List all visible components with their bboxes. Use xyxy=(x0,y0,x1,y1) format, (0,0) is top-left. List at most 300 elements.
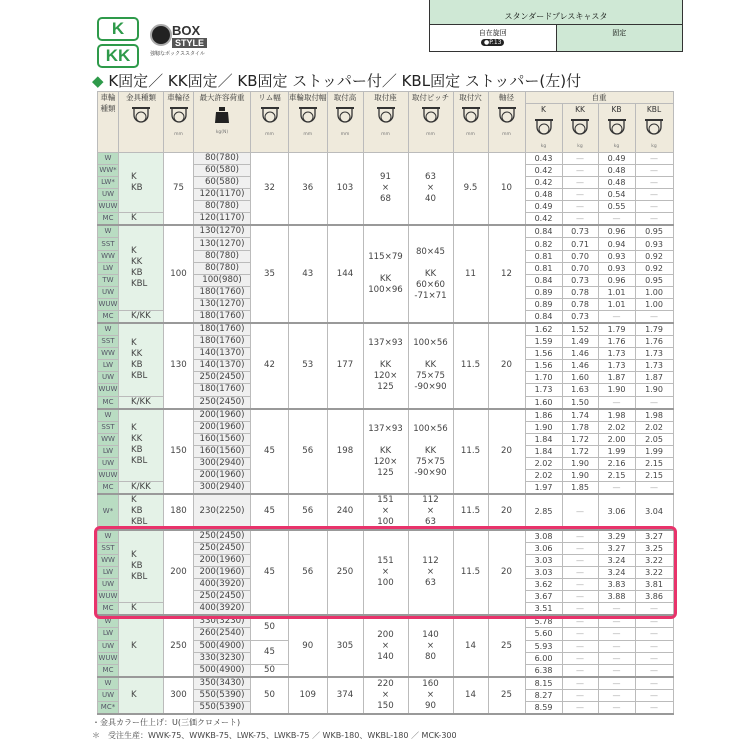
weight-kb-cell: 1.99 xyxy=(598,445,635,457)
caster-diagram-icon xyxy=(489,106,525,129)
wheel-type-cell: MC* xyxy=(98,701,119,714)
max-load-cell: 80(780) xyxy=(194,250,251,262)
column-header-label: 金具種類 xyxy=(126,93,156,102)
weight-kk-cell: 1.63 xyxy=(562,384,598,396)
max-load-cell: 130(1270) xyxy=(194,225,251,238)
weight-kb-cell: — xyxy=(598,311,635,324)
max-load-cell: 400(3920) xyxy=(194,579,251,591)
max-load-cell: 160(1560) xyxy=(194,433,251,445)
max-load-cell: 200(1960) xyxy=(194,567,251,579)
max-load-cell: 160(1560) xyxy=(194,445,251,457)
weight-kbl-cell: 1.90 xyxy=(635,384,673,396)
weight-k-cell: 0.84 xyxy=(525,274,562,286)
weight-kbl-cell: — xyxy=(635,201,673,213)
weight-kb-cell: — xyxy=(598,640,635,652)
unit-label: mm xyxy=(466,132,475,137)
max-load-cell: 250(2450) xyxy=(194,542,251,554)
wheel-type-cell: UW xyxy=(98,457,119,469)
wheel-diameter-cell: 100 xyxy=(164,225,194,323)
weight-kk-cell: — xyxy=(562,542,598,554)
type-box-title: スタンダードプレスキャスタ xyxy=(430,0,682,25)
wheel-type-cell: W xyxy=(98,225,119,238)
weight-k-cell: 8.59 xyxy=(525,701,562,714)
column-header-label: リム幅 xyxy=(258,93,281,102)
weight-kbl-cell: — xyxy=(635,177,673,189)
weight-kk-cell: 0.70 xyxy=(562,250,598,262)
swivel-label: 自在旋回 xyxy=(478,29,507,37)
mount-hole-cell: 14 xyxy=(453,615,488,676)
weight-kb-cell: 0.93 xyxy=(598,250,635,262)
column-header-label: 取付穴 xyxy=(459,93,482,102)
mount-plate-cell: 91 × 68 xyxy=(363,153,408,226)
max-load-cell: 300(2940) xyxy=(194,481,251,494)
weight-kbl-cell: — xyxy=(635,603,673,616)
weight-kbl-cell: 1.73 xyxy=(635,360,673,372)
column-header-label: 車輪取付幅 xyxy=(289,93,327,102)
page-ref-link[interactable]: ●P.13 xyxy=(481,39,504,46)
weight-kk-cell: 1.72 xyxy=(562,445,598,457)
mount-width-cell: 56 xyxy=(289,409,328,494)
wheel-type-cell: MC xyxy=(98,603,119,616)
weight-kb-cell: 1.79 xyxy=(598,323,635,336)
weight-kbl-cell: 1.73 xyxy=(635,348,673,360)
axle-diameter-cell: 10 xyxy=(488,153,525,226)
weight-kk-cell: — xyxy=(562,189,598,201)
caster-diagram-icon xyxy=(364,106,408,129)
metal-type-cell: K KK KB KBL xyxy=(119,409,164,482)
weight-k-cell: 3.51 xyxy=(525,603,562,616)
weight-kb-cell: — xyxy=(598,481,635,494)
weight-kb-cell: — xyxy=(598,652,635,664)
weight-kb-cell: 1.87 xyxy=(598,372,635,384)
metal-type-cell: K KK KB KBL xyxy=(119,323,164,396)
wheel-type-cell: MC xyxy=(98,664,119,677)
weight-kk-cell: — xyxy=(562,153,598,165)
axle-diameter-cell: 25 xyxy=(488,615,525,676)
caster-diagram-icon xyxy=(164,106,193,129)
caster-diagram-icon xyxy=(289,106,327,129)
caster-diagram-icon xyxy=(328,106,363,129)
wheel-type-cell: LW xyxy=(98,445,119,457)
mount-plate-cell: 151 × 100 xyxy=(363,530,408,615)
caster-diagram-icon xyxy=(409,106,453,129)
weight-k-cell: 3.67 xyxy=(525,591,562,603)
weight-kbl-cell: 0.92 xyxy=(635,250,673,262)
column-header-label: 軸径 xyxy=(499,93,514,102)
weight-k-cell: 1.90 xyxy=(525,421,562,433)
max-load-cell: 60(580) xyxy=(194,177,251,189)
wheel-type-cell: WUW xyxy=(98,469,119,481)
mount-width-cell: 56 xyxy=(289,494,328,530)
wheel-diameter-cell: 200 xyxy=(164,530,194,615)
mount-height-cell: 374 xyxy=(327,677,363,714)
metal-type-cell: K/KK xyxy=(119,481,164,494)
mount-pitch-cell: 140 × 80 xyxy=(408,615,453,676)
weight-k-cell: 0.81 xyxy=(525,250,562,262)
table-row xyxy=(98,494,674,530)
wheel-type-cell: WW xyxy=(98,250,119,262)
weight-kbl-cell: 1.76 xyxy=(635,336,673,348)
table-row xyxy=(98,615,674,628)
weight-k-cell: 0.84 xyxy=(525,225,562,238)
weight-kk-cell: 1.46 xyxy=(562,348,598,360)
column-header xyxy=(453,92,488,153)
weight-kk-cell: — xyxy=(562,628,598,640)
caster-group-100 xyxy=(98,225,674,323)
weight-kbl-cell: — xyxy=(635,677,673,690)
wheel-type-cell: MC xyxy=(98,311,119,324)
wheel-diameter-cell: 75 xyxy=(164,153,194,226)
table-row xyxy=(98,153,674,165)
weight-kb-cell: — xyxy=(598,664,635,677)
weight-kb-cell: — xyxy=(598,677,635,690)
column-header xyxy=(98,92,119,153)
max-load-cell: 250(2450) xyxy=(194,591,251,603)
weight-kbl-cell: — xyxy=(635,640,673,652)
wheel-type-cell: WUW xyxy=(98,384,119,396)
rim-width-cell: 45 xyxy=(251,494,289,530)
caster-group-150 xyxy=(98,409,674,494)
logo-line2: STYLE xyxy=(172,38,207,48)
wheel-diameter-cell: 150 xyxy=(164,409,194,494)
column-header xyxy=(251,92,289,153)
wheel-type-cell: MC xyxy=(98,213,119,226)
metal-type-cell: K/KK xyxy=(119,396,164,409)
weight-k-cell: 1.84 xyxy=(525,445,562,457)
weight-k-cell: 0.81 xyxy=(525,262,562,274)
rim-width-cell: 45 xyxy=(251,640,289,664)
weight-kk-cell: — xyxy=(562,530,598,543)
metal-type-cell: K xyxy=(119,213,164,226)
weight-kk-cell: 0.78 xyxy=(562,286,598,298)
weight-kb-cell: 3.27 xyxy=(598,542,635,554)
column-header xyxy=(408,92,453,153)
logo-line1: BOX xyxy=(172,23,201,38)
axle-diameter-cell: 20 xyxy=(488,530,525,615)
rim-width-cell: 42 xyxy=(251,323,289,408)
mount-plate-cell: 151 × 100 xyxy=(363,494,408,530)
weight-kb-cell: 0.54 xyxy=(598,189,635,201)
metal-type-cell: K KB KBL xyxy=(119,494,164,530)
caster-diagram-icon xyxy=(119,106,163,129)
weight-kk-cell: — xyxy=(562,177,598,189)
weight-k-cell: 0.82 xyxy=(525,238,562,250)
mount-pitch-cell: 112 × 63 xyxy=(408,530,453,615)
weight-kk-cell: — xyxy=(562,201,598,213)
wheel-type-cell: WW xyxy=(98,433,119,445)
weight-kk-cell: 1.60 xyxy=(562,372,598,384)
weight-k-cell: 1.70 xyxy=(525,372,562,384)
weight-kbl-cell: — xyxy=(635,311,673,324)
wheel-type-cell: WUW xyxy=(98,652,119,664)
weight-kb-cell: 3.83 xyxy=(598,579,635,591)
metal-type-cell: K xyxy=(119,615,164,676)
mount-height-cell: 250 xyxy=(327,530,363,615)
caster-group-180 xyxy=(98,494,674,530)
weight-k-cell: 0.42 xyxy=(525,165,562,177)
weight-k-cell: 0.84 xyxy=(525,311,562,324)
caster-group-130 xyxy=(98,323,674,408)
caster-diagram-icon xyxy=(454,106,488,129)
column-header-label: 最大許容荷重 xyxy=(199,93,245,102)
weight-kk-cell: — xyxy=(562,640,598,652)
wheel-type-cell: SST xyxy=(98,336,119,348)
weight-k-cell: 8.27 xyxy=(525,689,562,701)
weight-kbl-cell: 1.87 xyxy=(635,372,673,384)
rim-width-cell: 45 xyxy=(251,530,289,615)
column-header xyxy=(488,92,525,153)
weight-kb-cell: 1.01 xyxy=(598,286,635,298)
weight-k-cell: 0.49 xyxy=(525,201,562,213)
weight-kb-cell: — xyxy=(598,689,635,701)
weight-kbl-cell: — xyxy=(635,153,673,165)
weight-kbl-cell: — xyxy=(635,396,673,409)
mount-height-cell: 144 xyxy=(327,225,363,323)
wheel-type-cell: LW xyxy=(98,262,119,274)
mount-width-cell: 90 xyxy=(289,615,328,676)
mount-pitch-cell: 160 × 90 xyxy=(408,677,453,714)
weight-k-cell: 1.60 xyxy=(525,396,562,409)
weight-kbl-cell: — xyxy=(635,689,673,701)
unit-label: kg xyxy=(577,144,583,149)
column-header-label: 車輪 種類 xyxy=(100,93,116,113)
weight-subheader-label: K xyxy=(541,105,546,114)
weight-kbl-cell: 2.15 xyxy=(635,469,673,481)
max-load-cell: 130(1270) xyxy=(194,238,251,250)
unit-label: mm xyxy=(340,132,350,137)
axle-diameter-cell: 20 xyxy=(488,323,525,408)
wheel-type-cell: W xyxy=(98,615,119,628)
weight-kbl-cell: — xyxy=(635,189,673,201)
weight-kbl-cell: 3.04 xyxy=(635,494,673,530)
rim-width-cell: 50 xyxy=(251,677,289,714)
mount-pitch-cell: 100×56 KK 75×75 -90×90 xyxy=(408,323,453,408)
wheel-type-cell: SST xyxy=(98,238,119,250)
max-load-cell: 300(2940) xyxy=(194,457,251,469)
weight-k-cell: 2.02 xyxy=(525,457,562,469)
mount-plate-cell: 220 × 150 xyxy=(363,677,408,714)
weight-kk-cell: 1.90 xyxy=(562,469,598,481)
mount-width-cell: 56 xyxy=(289,530,328,615)
max-load-cell: 500(4900) xyxy=(194,664,251,677)
weight-kbl-cell: 1.79 xyxy=(635,323,673,336)
weight-k-cell: 3.06 xyxy=(525,542,562,554)
weight-header: 自重 xyxy=(525,92,673,104)
weight-kbl-cell: 2.05 xyxy=(635,433,673,445)
weight-kbl-cell: 0.92 xyxy=(635,262,673,274)
wheel-type-cell: WW xyxy=(98,348,119,360)
unit-label: kg xyxy=(613,144,620,149)
weight-kk-cell: — xyxy=(562,213,598,226)
wheel-diameter-cell: 180 xyxy=(164,494,194,530)
note-finish: ・金具カラー仕上げ：U(三価クロメート) xyxy=(92,718,241,727)
wheel-type-cell: W xyxy=(98,409,119,422)
weight-k-cell: 0.89 xyxy=(525,286,562,298)
weight-k-cell: 5.93 xyxy=(525,640,562,652)
column-header-label: 取付座 xyxy=(374,93,397,102)
weight-k-cell: 5.78 xyxy=(525,615,562,628)
weight-kb-cell: — xyxy=(598,628,635,640)
weight-kk-cell: — xyxy=(562,579,598,591)
weight-kbl-cell: 3.81 xyxy=(635,579,673,591)
weight-kb-cell: — xyxy=(598,213,635,226)
weight-subheader xyxy=(562,104,598,153)
weight-kb-cell: 0.49 xyxy=(598,153,635,165)
weight-kbl-cell: 2.02 xyxy=(635,421,673,433)
weight-k-cell: 1.56 xyxy=(525,360,562,372)
weight-kbl-cell: 3.27 xyxy=(635,530,673,543)
weight-k-cell: 3.08 xyxy=(525,530,562,543)
weight-k-cell: 3.03 xyxy=(525,567,562,579)
weight-kk-cell: 0.73 xyxy=(562,311,598,324)
caster-diagram-icon xyxy=(251,106,288,129)
weight-kb-cell: 0.94 xyxy=(598,238,635,250)
mount-hole-cell: 11.5 xyxy=(453,530,488,615)
wheel-diameter-cell: 300 xyxy=(164,677,194,714)
mount-width-cell: 43 xyxy=(289,225,328,323)
max-load-cell: 100(980) xyxy=(194,274,251,286)
weight-kk-cell: — xyxy=(562,567,598,579)
table-row xyxy=(98,677,674,690)
max-load-cell: 550(5390) xyxy=(194,701,251,714)
caster-group-250 xyxy=(98,615,674,676)
max-load-cell: 200(1960) xyxy=(194,469,251,481)
axle-diameter-cell: 20 xyxy=(488,494,525,530)
max-load-cell: 550(5390) xyxy=(194,689,251,701)
weight-kb-cell: 0.48 xyxy=(598,177,635,189)
mount-plate-cell: 115×79 KK 100×96 xyxy=(363,225,408,323)
mount-width-cell: 53 xyxy=(289,323,328,408)
max-load-cell: 260(2540) xyxy=(194,628,251,640)
weight-kbl-cell: — xyxy=(635,615,673,628)
max-load-cell: 120(1170) xyxy=(194,189,251,201)
section-title xyxy=(92,70,581,91)
caster-diagram-icon xyxy=(636,118,673,141)
weight-kk-cell: 1.52 xyxy=(562,323,598,336)
weight-kk-cell: 1.46 xyxy=(562,360,598,372)
weight-kb-cell: 0.55 xyxy=(598,201,635,213)
footnotes xyxy=(92,716,457,742)
weight-k-cell: 3.03 xyxy=(525,555,562,567)
column-header xyxy=(327,92,363,153)
caster-type-box xyxy=(429,0,683,52)
mount-pitch-cell: 100×56 KK 75×75 -90×90 xyxy=(408,409,453,494)
max-load-cell: 180(1760) xyxy=(194,311,251,324)
weight-kb-cell: 0.96 xyxy=(598,274,635,286)
unit-label: mm xyxy=(426,132,435,137)
weight-k-cell: 6.38 xyxy=(525,664,562,677)
caster-diagram-icon xyxy=(194,106,250,127)
max-load-cell: 330(3230) xyxy=(194,615,251,628)
unit-label: mm xyxy=(174,132,183,137)
wheel-type-cell: UW xyxy=(98,189,119,201)
weight-kbl-cell: 0.95 xyxy=(635,274,673,286)
table-row xyxy=(98,323,674,336)
weight-kb-cell: 1.73 xyxy=(598,348,635,360)
metal-type-cell: K KB KBL xyxy=(119,530,164,603)
header-row xyxy=(98,92,674,104)
swivel-cell xyxy=(430,25,557,51)
column-header-label: 取付高 xyxy=(333,93,357,102)
column-header-label: 車輪径 xyxy=(167,93,190,102)
weight-k-cell: 1.84 xyxy=(525,433,562,445)
wheel-type-cell: W xyxy=(98,153,119,165)
weight-kk-cell: 1.90 xyxy=(562,457,598,469)
weight-kb-cell: 2.00 xyxy=(598,433,635,445)
weight-kk-cell: 1.50 xyxy=(562,396,598,409)
weight-kbl-cell: — xyxy=(635,628,673,640)
mount-hole-cell: 11.5 xyxy=(453,494,488,530)
mount-height-cell: 198 xyxy=(327,409,363,494)
table-row xyxy=(98,225,674,238)
weight-kb-cell: 3.88 xyxy=(598,591,635,603)
mount-plate-cell: 137×93 KK 120× 125 xyxy=(363,323,408,408)
weight-kk-cell: — xyxy=(562,165,598,177)
wheel-type-cell: W* xyxy=(98,494,119,530)
unit-label: mm xyxy=(381,132,390,137)
mount-height-cell: 103 xyxy=(327,153,363,226)
weight-kk-cell: 1.49 xyxy=(562,336,598,348)
weight-kb-cell: — xyxy=(598,603,635,616)
weight-kk-cell: — xyxy=(562,615,598,628)
logo-subtitle: 強靱なボックススタイル xyxy=(150,51,205,57)
wheel-type-cell: WUW xyxy=(98,591,119,603)
weight-kk-cell: 1.72 xyxy=(562,433,598,445)
max-load-cell: 80(780) xyxy=(194,262,251,274)
wheel-type-cell: UW xyxy=(98,372,119,384)
axle-diameter-cell: 25 xyxy=(488,677,525,714)
mount-hole-cell: 9.5 xyxy=(453,153,488,226)
wheel-type-cell: MC xyxy=(98,396,119,409)
mount-hole-cell: 11.5 xyxy=(453,409,488,494)
weight-k-cell: 2.85 xyxy=(525,494,562,530)
max-load-cell: 180(1760) xyxy=(194,286,251,298)
weight-kbl-cell: — xyxy=(635,664,673,677)
wheel-type-cell: LW* xyxy=(98,177,119,189)
mount-pitch-cell: 80×45 KK 60×60 -71×71 xyxy=(408,225,453,323)
axle-diameter-cell: 20 xyxy=(488,409,525,494)
weight-k-cell: 1.86 xyxy=(525,409,562,422)
max-load-cell: 140(1370) xyxy=(194,360,251,372)
max-load-cell: 330(3230) xyxy=(194,652,251,664)
caster-group-300 xyxy=(98,677,674,714)
caster-diagram-icon xyxy=(599,118,635,141)
mount-height-cell: 305 xyxy=(327,615,363,676)
metal-type-cell: K KK KB KBL xyxy=(119,225,164,310)
weight-kb-cell: 3.29 xyxy=(598,530,635,543)
wheel-type-cell: W xyxy=(98,323,119,336)
weight-kk-cell: — xyxy=(562,603,598,616)
column-header xyxy=(194,92,251,153)
rim-width-cell: 45 xyxy=(251,409,289,494)
max-load-cell: 120(1170) xyxy=(194,213,251,226)
mount-width-cell: 109 xyxy=(289,677,328,714)
weight-k-cell: 2.02 xyxy=(525,469,562,481)
weight-k-cell: 1.97 xyxy=(525,481,562,494)
column-header xyxy=(164,92,194,153)
wheel-type-cell: W xyxy=(98,530,119,543)
mount-width-cell: 36 xyxy=(289,153,328,226)
weight-kb-cell: — xyxy=(598,701,635,714)
metal-type-cell: K KB xyxy=(119,153,164,213)
wheel-type-cell: UW xyxy=(98,286,119,298)
table-row xyxy=(98,409,674,422)
weight-kbl-cell: 0.95 xyxy=(635,225,673,238)
max-load-cell: 250(2450) xyxy=(194,530,251,543)
mount-height-cell: 177 xyxy=(327,323,363,408)
unit-label: kg xyxy=(651,144,657,149)
weight-kbl-cell: 2.15 xyxy=(635,457,673,469)
